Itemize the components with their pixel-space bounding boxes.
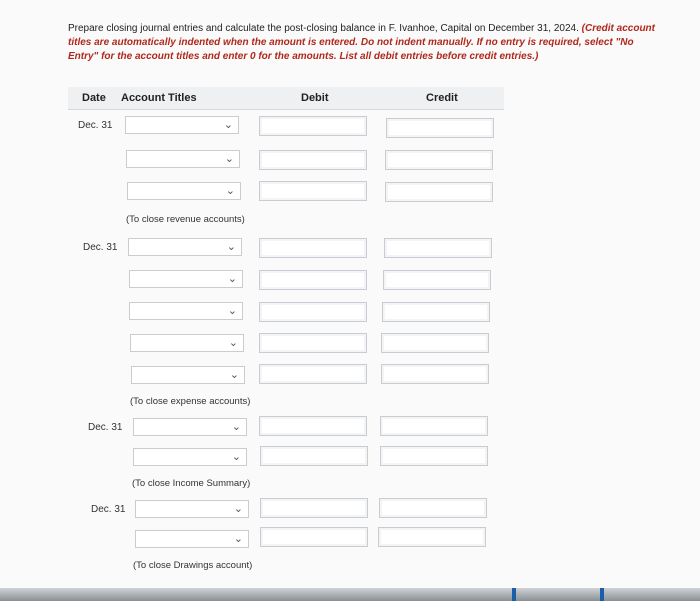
account-title-select[interactable]	[135, 530, 249, 548]
debit-input[interactable]	[259, 238, 367, 258]
chevron-down-icon: ⌄	[233, 532, 243, 545]
chevron-down-icon: ⌄	[228, 336, 238, 349]
header-account-titles: Account Titles	[121, 92, 197, 104]
chevron-down-icon: ⌄	[231, 420, 241, 433]
account-title-select[interactable]	[133, 418, 247, 436]
chevron-down-icon: ⌄	[224, 152, 234, 165]
credit-input[interactable]	[381, 364, 489, 384]
debit-input[interactable]	[260, 446, 368, 466]
account-title-select[interactable]	[126, 150, 240, 168]
debit-input[interactable]	[260, 527, 368, 547]
account-title-select[interactable]	[129, 302, 243, 320]
credit-input[interactable]	[385, 150, 493, 170]
journal-table-header	[68, 87, 504, 110]
debit-input[interactable]	[259, 150, 367, 170]
credit-input[interactable]	[380, 416, 488, 436]
entry-note: (To close revenue accounts)	[126, 214, 245, 225]
account-title-select[interactable]	[135, 500, 249, 518]
account-title-select[interactable]	[129, 270, 243, 288]
credit-input[interactable]	[385, 182, 493, 202]
debit-input[interactable]	[259, 116, 367, 136]
credit-input[interactable]	[382, 302, 490, 322]
monitor-bezel	[0, 588, 700, 601]
debit-input[interactable]	[259, 270, 367, 290]
debit-input[interactable]	[260, 498, 368, 518]
chevron-down-icon: ⌄	[227, 272, 237, 285]
credit-input[interactable]	[383, 270, 491, 290]
instructions-main: Prepare closing journal entries and calculate the post-closing balance in F. Ivanhoe, Capital on December 31, 2024.	[68, 23, 579, 34]
credit-input[interactable]	[381, 333, 489, 353]
taskbar-icon	[600, 588, 604, 601]
chevron-down-icon: ⌄	[226, 240, 236, 253]
credit-input[interactable]	[384, 238, 492, 258]
instructions-note: (Credit account titles are automatically indented when the amount is entered. Do not indent manually. If no entry is required, select "No Entry" for the account titles and enter 0 for the amounts. List all debit entries before credit entries.)	[68, 23, 655, 62]
header-credit: Credit	[426, 92, 458, 104]
entry-note: (To close Income Summary)	[132, 478, 251, 489]
account-title-select[interactable]	[125, 116, 239, 134]
entry-date: Dec. 31	[83, 242, 118, 253]
entry-note: (To close Drawings account)	[133, 560, 253, 571]
header-date: Date	[82, 92, 106, 104]
account-title-select[interactable]	[127, 182, 241, 200]
credit-input[interactable]	[378, 527, 486, 547]
debit-input[interactable]	[259, 302, 367, 322]
credit-input[interactable]	[386, 118, 494, 138]
entry-note: (To close expense accounts)	[130, 396, 251, 407]
account-title-select[interactable]	[128, 238, 242, 256]
debit-input[interactable]	[259, 333, 367, 353]
chevron-down-icon: ⌄	[229, 368, 239, 381]
debit-input[interactable]	[259, 416, 367, 436]
chevron-down-icon: ⌄	[231, 450, 241, 463]
entry-date: Dec. 31	[91, 504, 126, 515]
account-title-select[interactable]	[133, 448, 247, 466]
credit-input[interactable]	[379, 498, 487, 518]
chevron-down-icon: ⌄	[227, 304, 237, 317]
account-title-select[interactable]	[131, 366, 245, 384]
debit-input[interactable]	[259, 364, 367, 384]
entry-date: Dec. 31	[78, 120, 113, 131]
debit-input[interactable]	[259, 181, 367, 201]
chevron-down-icon: ⌄	[233, 502, 243, 515]
taskbar-icon	[512, 588, 516, 601]
entry-date: Dec. 31	[88, 422, 123, 433]
account-title-select[interactable]	[130, 334, 244, 352]
chevron-down-icon: ⌄	[223, 118, 233, 131]
header-debit: Debit	[301, 92, 329, 104]
credit-input[interactable]	[380, 446, 488, 466]
instructions	[68, 22, 658, 64]
chevron-down-icon: ⌄	[225, 184, 235, 197]
